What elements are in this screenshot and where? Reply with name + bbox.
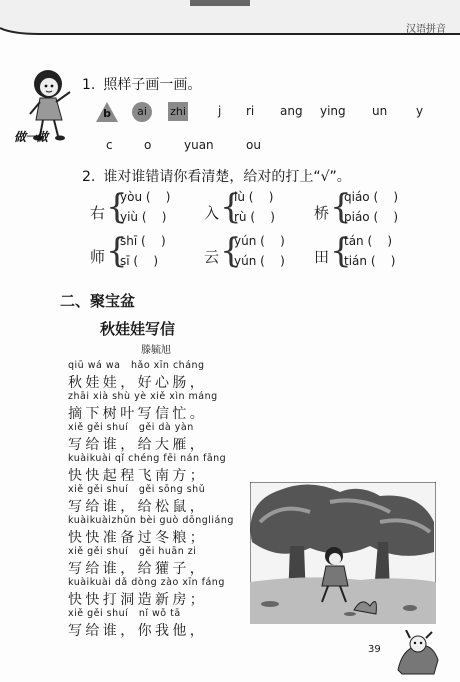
poem-line bbox=[68, 391, 218, 422]
question-text: 谁对谁错请你看清楚，给对的打上“√”。 bbox=[103, 169, 351, 185]
syllable-row-2 bbox=[96, 136, 436, 152]
poem-author: 滕毓旭 bbox=[141, 345, 171, 356]
syllable: ou bbox=[246, 138, 261, 152]
syllable: o bbox=[144, 138, 152, 152]
header-curve bbox=[0, 0, 460, 40]
group-character: 入 bbox=[204, 204, 220, 222]
pinyin-line: kuàikuài qǐ chéng fēi nán fāng bbox=[68, 453, 227, 464]
square-syllable: zhi bbox=[168, 102, 188, 121]
option: rù ( ) bbox=[234, 210, 275, 224]
hanzi-line: 快快准备过冬粮； bbox=[68, 530, 208, 546]
group-character: 田 bbox=[314, 248, 330, 266]
pinyin-line: xiě gěi shuí gěi sōng shǔ bbox=[68, 484, 206, 495]
syllable: ri bbox=[246, 104, 255, 118]
option: tán ( ) bbox=[344, 234, 393, 248]
question-text: 照样子画一画。 bbox=[103, 77, 202, 93]
pinyin-line: kuàikuàizhǔn bèi guò dōngliáng bbox=[68, 515, 234, 526]
poem-title: 秋娃娃写信 bbox=[100, 320, 176, 338]
question-number: 1. bbox=[82, 77, 96, 93]
option: tián ( ) bbox=[344, 254, 396, 268]
poem-line bbox=[68, 422, 207, 453]
syllable: ang bbox=[280, 104, 303, 118]
section-title: 二、聚宝盆 bbox=[60, 292, 136, 310]
brace: { bbox=[330, 187, 352, 227]
brace: { bbox=[106, 231, 128, 271]
option: shī ( ) bbox=[120, 234, 166, 248]
pinyin-line: qiū wá wa hǎo xīn cháng bbox=[68, 360, 205, 371]
hanzi-line: 写给谁，给大雁， bbox=[68, 437, 208, 453]
header-label: 汉语拼音 bbox=[406, 24, 446, 35]
option: yiù ( ) bbox=[120, 210, 167, 224]
question-number: 2. bbox=[82, 169, 96, 185]
group-character: 师 bbox=[90, 248, 106, 266]
cartoon-character-illustration bbox=[388, 630, 444, 676]
hanzi-line: 快快起程飞南方； bbox=[68, 468, 208, 484]
triangle-syllable: b bbox=[103, 107, 111, 120]
poem-line bbox=[68, 515, 234, 546]
hanzi-line: 秋娃娃，好心肠， bbox=[68, 375, 208, 391]
pinyin-line: zhāi xià shù yè xiě xìn máng bbox=[68, 391, 218, 402]
pinyin-line: xiě gěi shuí gěi dà yàn bbox=[68, 422, 194, 433]
option: yòu ( ) bbox=[120, 190, 171, 204]
pinyin-line: xiě gěi shuí nǐ wǒ tā bbox=[68, 608, 181, 619]
pinyin-line: kuàikuài dǎ dòng zào xīn fáng bbox=[68, 577, 225, 588]
group-character: 右 bbox=[90, 204, 106, 222]
syllable: yuan bbox=[184, 138, 214, 152]
hanzi-line: 写给谁，你我他， bbox=[68, 623, 208, 639]
option: sī ( ) bbox=[120, 254, 159, 268]
option: lù ( ) bbox=[234, 190, 274, 204]
poem-line bbox=[68, 484, 207, 515]
hanzi-line: 写给谁，给松鼠， bbox=[68, 499, 208, 515]
question-1 bbox=[82, 74, 201, 94]
poem-line bbox=[68, 453, 226, 484]
header-band bbox=[0, 0, 460, 40]
autumn-forest-illustration bbox=[250, 482, 436, 624]
option: piáo ( ) bbox=[344, 210, 399, 224]
poem-line bbox=[68, 360, 207, 391]
group-character: 云 bbox=[204, 248, 220, 266]
option: yún ( ) bbox=[234, 234, 285, 248]
brace: { bbox=[330, 231, 352, 271]
syllable: c bbox=[106, 138, 113, 152]
brace: { bbox=[106, 187, 128, 227]
poem-line bbox=[68, 608, 207, 639]
hanzi-line: 快快打洞造新房； bbox=[68, 592, 208, 608]
hanzi-line: 摘下树叶写信忙。 bbox=[68, 406, 208, 422]
hanzi-line: 写给谁，给獾子， bbox=[68, 561, 208, 577]
poem-line bbox=[68, 546, 207, 577]
mascot-caption: 做一做 bbox=[14, 130, 48, 144]
option: qiáo ( ) bbox=[344, 190, 399, 204]
group-character: 桥 bbox=[314, 204, 330, 222]
syllable: y bbox=[416, 104, 424, 118]
brace: { bbox=[220, 231, 242, 271]
option: yún ( ) bbox=[234, 254, 285, 268]
question-2 bbox=[82, 166, 351, 186]
poem-line bbox=[68, 577, 225, 608]
pinyin-line: xiě gěi shuí gěi huān zi bbox=[68, 546, 197, 557]
syllable: un bbox=[372, 104, 388, 118]
brace: { bbox=[220, 187, 242, 227]
circle-syllable: ai bbox=[132, 102, 152, 122]
syllable: ying bbox=[320, 104, 346, 118]
page-number: 39 bbox=[368, 644, 381, 655]
syllable: j bbox=[218, 104, 222, 118]
syllable-row-1 bbox=[96, 102, 436, 122]
